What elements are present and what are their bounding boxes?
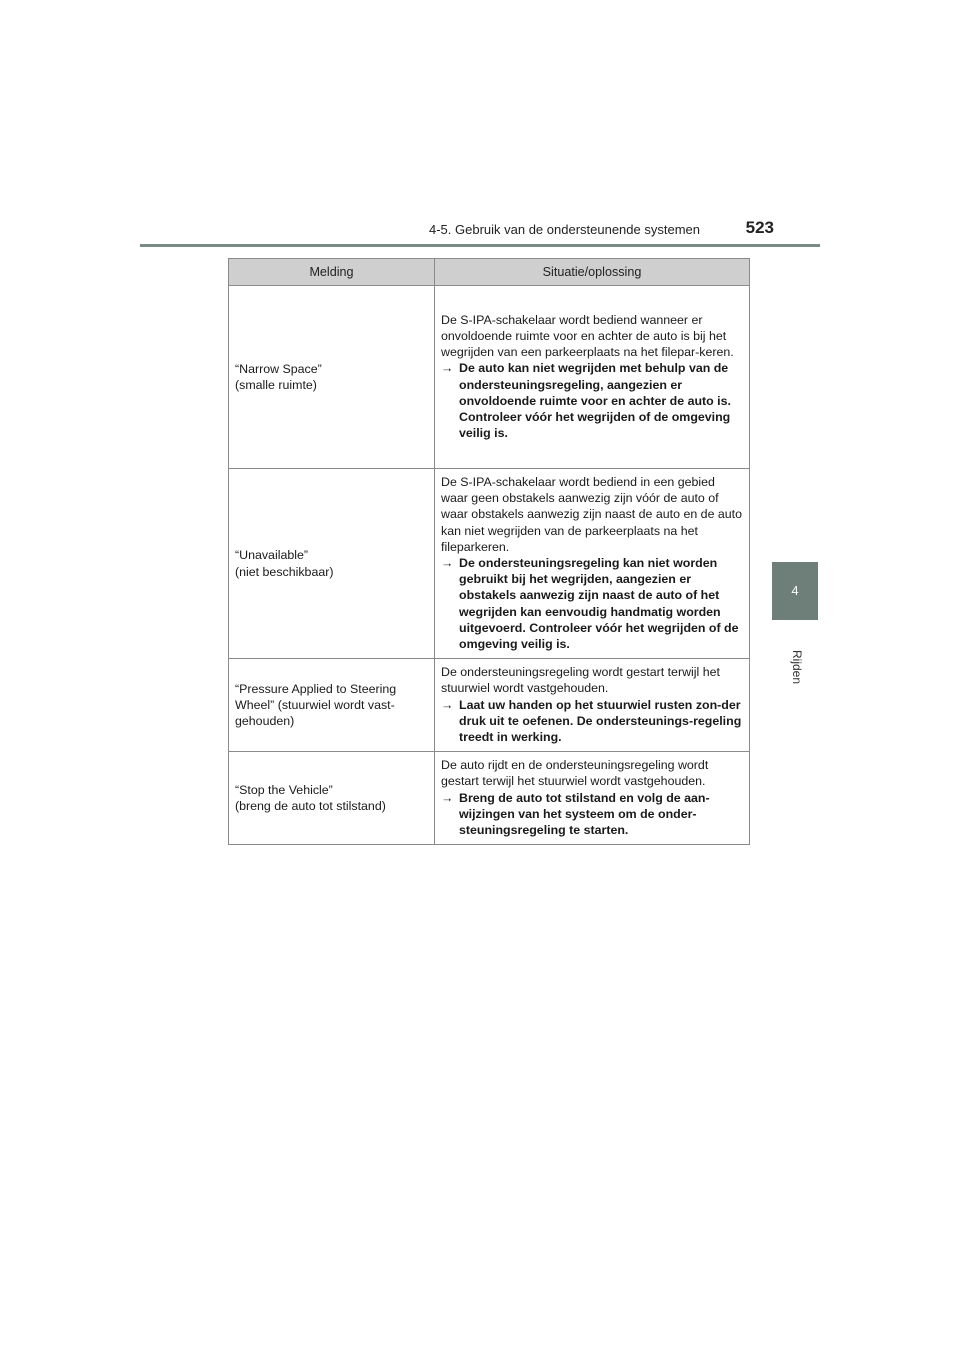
situation-cell: [435, 286, 750, 469]
message-translation: (breng de auto tot stilstand): [235, 799, 386, 814]
message-text: “Stop the Vehicle”: [235, 783, 333, 798]
message-table: [228, 258, 750, 845]
situation-text: De S-IPA-schakelaar wordt bediend wanneer er onvoldoende ruimte voor en achter de auto is bij het wegrijden van een parkeerplaats na het filepar-keren.: [441, 312, 734, 360]
solution-text: Laat uw handen op het stuurwiel rusten zon-der druk uit te oefenen. De ondersteunings-regeling treedt in werking.: [459, 697, 742, 745]
header-rule: [140, 244, 820, 247]
message-text: “Pressure Applied to Steering Wheel” (stuurwiel wordt vast-gehouden): [235, 681, 397, 729]
column-header-situation: Situatie/oplossing: [435, 259, 750, 286]
message-text: “Unavailable”: [235, 548, 309, 563]
table-row: [229, 286, 750, 469]
situation-text: De S-IPA-schakelaar wordt bediend in een gebied waar geen obstakels aanwezig zijn vóór de auto of waar obstakels aanwezig zijn naast de auto en de auto kan niet wegrijden van de parkeerplaats na het fileparkeren.: [441, 475, 743, 554]
arrow-icon: →: [441, 361, 454, 376]
chapter-tab: 4: [772, 562, 818, 620]
solution-text: De auto kan niet wegrijden met behulp van de ondersteuningsregeling, aangezien er onvoldoende ruimte voor en achter de auto is. Controleer vóór het wegrijden of de omgeving veilig is.: [459, 361, 731, 441]
table-row: [229, 752, 750, 845]
arrow-icon: →: [441, 790, 454, 805]
table-header-row: [229, 259, 750, 286]
message-cell: [229, 286, 435, 469]
chapter-label: Rijden: [790, 650, 804, 685]
message-translation: (niet beschikbaar): [235, 564, 334, 579]
situation-text: De auto rijdt en de ondersteuningsregeling wordt gestart terwijl het stuurwiel wordt vastgehouden.: [441, 758, 709, 789]
situation-cell: [435, 469, 750, 659]
situation-text: De ondersteuningsregeling wordt gestart terwijl het stuurwiel wordt vastgehouden.: [441, 665, 720, 696]
column-header-message: Melding: [229, 259, 435, 286]
message-cell: [229, 659, 435, 752]
solution-text: Breng de auto tot stilstand en volg de aan-wijzingen van het systeem om de onder-steuningsregeling te starten.: [459, 790, 710, 838]
section-title: 4-5. Gebruik van de ondersteunende systemen: [428, 222, 700, 237]
arrow-icon: →: [441, 697, 454, 712]
message-cell: [229, 752, 435, 845]
page-number: 523: [745, 218, 774, 237]
arrow-icon: →: [441, 556, 454, 571]
message-translation: (smalle ruimte): [235, 378, 317, 392]
solution-text: De ondersteuningsregeling kan niet worden gebruikt bij het wegrijden, aangezien er obstakels aanwezig zijn naast de auto of het wegrijden kan eenvoudig handmatig worden uitgevoerd. Controleer vóór het wegrijden of de omgeving veilig is.: [459, 556, 739, 652]
situation-cell: [435, 752, 750, 845]
solution: [441, 555, 743, 652]
solution: [441, 790, 743, 839]
situation-cell: [435, 659, 750, 752]
solution: [441, 697, 743, 746]
table-row: [229, 469, 750, 659]
solution: [441, 360, 743, 441]
page-header: [140, 218, 820, 246]
table-row: [229, 659, 750, 752]
message-cell: [229, 469, 435, 659]
message-text: “Narrow Space”: [235, 361, 322, 376]
